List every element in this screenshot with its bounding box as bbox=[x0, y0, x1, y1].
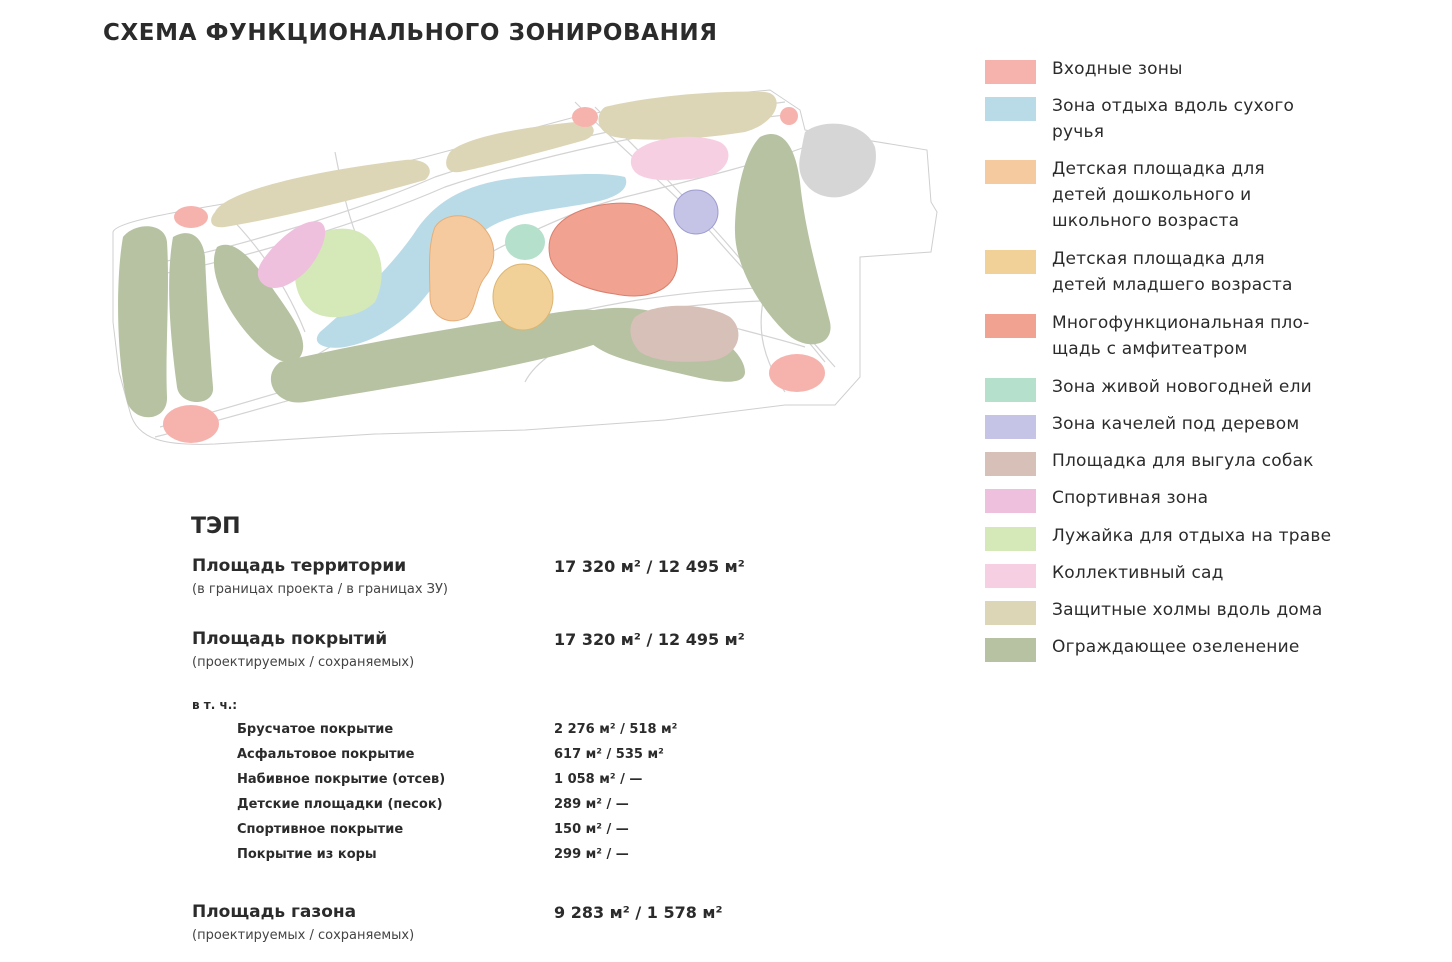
legend-swatch bbox=[985, 415, 1036, 439]
legend-swatch bbox=[985, 314, 1036, 338]
legend-swatch bbox=[985, 564, 1036, 588]
coverage-item-value: 617 м² / 535 м² bbox=[554, 747, 664, 762]
tep-title: ТЭП bbox=[191, 514, 241, 539]
legend-label: Детская площадка для детей младшего возраста bbox=[1052, 249, 1293, 295]
coverage-area-sublabel: (проектируемых / сохраняемых) bbox=[192, 655, 415, 670]
coverage-area-value: 17 320 м² / 12 495 м² bbox=[554, 630, 745, 649]
legend-label: Лужайка для отдыха на траве bbox=[1052, 526, 1332, 546]
legend bbox=[985, 56, 1435, 671]
lawn-area-label: Площадь газона bbox=[192, 902, 357, 922]
legend-item bbox=[985, 56, 1435, 93]
coverage-item-label: Набивное покрытие (отсев) bbox=[237, 772, 446, 787]
territory-area-label: Площадь территории bbox=[192, 556, 407, 576]
legend-label: Зона живой новогодней ели bbox=[1052, 377, 1312, 397]
coverage-item-label: Брусчатое покрытие bbox=[237, 722, 394, 737]
legend-label: Входные зоны bbox=[1052, 59, 1183, 79]
legend-swatch bbox=[985, 452, 1036, 476]
legend-swatch bbox=[985, 60, 1036, 84]
legend-label: Спортивная зона bbox=[1052, 488, 1209, 508]
coverage-item-value: 299 м² / — bbox=[554, 847, 629, 862]
page-title: СХЕМА ФУНКЦИОНАЛЬНОГО ЗОНИРОВАНИЯ bbox=[103, 20, 718, 46]
legend-label: Защитные холмы вдоль дома bbox=[1052, 600, 1323, 620]
coverage-item-value: 150 м² / — bbox=[554, 822, 629, 837]
legend-item bbox=[985, 411, 1435, 448]
territory-area-value: 17 320 м² / 12 495 м² bbox=[554, 557, 745, 576]
legend-item bbox=[985, 310, 1435, 374]
legend-item bbox=[985, 485, 1435, 523]
kids-younger bbox=[493, 264, 553, 330]
dog-walking-area bbox=[630, 306, 738, 362]
coverage-item-value: 289 м² / — bbox=[554, 797, 629, 812]
legend-item bbox=[985, 560, 1435, 597]
legend-swatch bbox=[985, 250, 1036, 274]
legend-swatch bbox=[985, 489, 1036, 513]
legend-swatch bbox=[985, 97, 1036, 121]
legend-swatch bbox=[985, 638, 1036, 662]
legend-swatch bbox=[985, 378, 1036, 402]
christmas-tree-zone bbox=[505, 224, 545, 260]
legend-label: Детская площадка для детей дошкольного и школьного возраста bbox=[1052, 159, 1265, 231]
lawn-area-value: 9 283 м² / 1 578 м² bbox=[554, 903, 723, 922]
coverage-item-value: 1 058 м² / — bbox=[554, 772, 643, 787]
legend-label: Зона отдыха вдоль сухого ручья bbox=[1052, 96, 1295, 142]
legend-label: Многофункциональная пло- щадь с амфитеатром bbox=[1052, 313, 1310, 359]
legend-swatch bbox=[985, 527, 1036, 551]
legend-item bbox=[985, 93, 1435, 156]
coverage-item-value: 2 276 м² / 518 м² bbox=[554, 722, 678, 737]
territory-area-row bbox=[192, 556, 448, 597]
territory-area-sublabel: (в границах проекта / в границах ЗУ) bbox=[192, 582, 449, 597]
lawn-area-row bbox=[192, 902, 414, 943]
legend-swatch bbox=[985, 160, 1036, 184]
swings-zone bbox=[674, 190, 718, 234]
including-label: в т. ч.: bbox=[192, 698, 238, 712]
coverage-area-label: Площадь покрытий bbox=[192, 629, 388, 649]
zoning-plan bbox=[105, 62, 940, 462]
lawn-area-sublabel: (проектируемых / сохраняемых) bbox=[192, 928, 415, 943]
legend-label: Площадка для выгула собак bbox=[1052, 451, 1314, 471]
coverage-item-label: Покрытие из коры bbox=[237, 847, 377, 862]
legend-label: Коллективный сад bbox=[1052, 563, 1224, 583]
legend-swatch bbox=[985, 601, 1036, 625]
coverage-item-label: Детские площадки (песок) bbox=[237, 797, 443, 812]
legend-item bbox=[985, 597, 1435, 634]
legend-item bbox=[985, 156, 1435, 246]
coverage-item-label: Асфальтовое покрытие bbox=[237, 747, 415, 762]
legend-item bbox=[985, 374, 1435, 411]
legend-item bbox=[985, 246, 1435, 310]
legend-label: Ограждающее озеленение bbox=[1052, 637, 1300, 657]
legend-item bbox=[985, 523, 1435, 560]
legend-label: Зона качелей под деревом bbox=[1052, 414, 1300, 434]
legend-item bbox=[985, 634, 1435, 671]
coverage-area-row bbox=[192, 629, 414, 670]
coverage-item-label: Спортивное покрытие bbox=[237, 822, 404, 837]
legend-item bbox=[985, 448, 1435, 485]
